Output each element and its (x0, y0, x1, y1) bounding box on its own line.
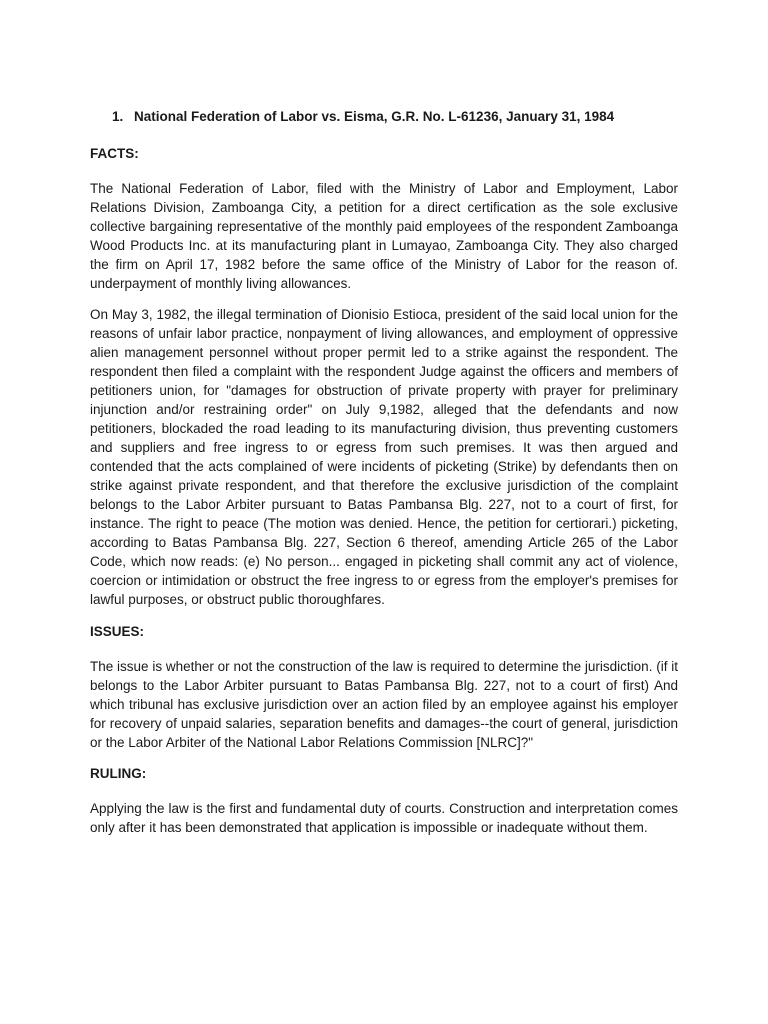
case-title (112, 107, 678, 126)
issues-heading: ISSUES: (90, 624, 145, 639)
facts-paragraph-1: The National Federation of Labor, filed with the Ministry of Labor and Employment, Labor Relations Division, Zamboanga City, a petition for a direct certification as the sole exclusive collective bargaining representative of the monthly paid employees of the respondent Zamboanga Wood Products Inc. at its manufacturing plant in Lumayao, Zamboanga City. They also charged the firm on April 17, 1982 before the same office of the Ministry of Labor for the reason of. underpayment of monthly living allowances. (90, 181, 678, 291)
ruling-paragraph-1: Applying the law is the first and fundamental duty of courts. Construction and interpretation comes only after it has been demonstrated that application is impossible or inadequate without them. (90, 801, 678, 835)
facts-heading: FACTS: (90, 146, 139, 161)
document-content (90, 107, 678, 837)
issues-paragraph-1: The issue is whether or not the construction of the law is required to determine the jurisdiction. (if it belongs to the Labor Arbiter pursuant to Batas Pambansa Blg. 227, not to a court of first) And which tribunal has exclusive jurisdiction over an action filed by an employee against his employer for recovery of unpaid salaries, separation benefits and damages--the court of general, jurisdiction or the Labor Arbiter of the National Labor Relations Commission [NLRC]?" (90, 659, 678, 750)
case-title-text: National Federation of Labor vs. Eisma, G.R. No. L-61236, January 31, 1984 (134, 109, 615, 124)
facts-paragraph-2: On May 3, 1982, the illegal termination of Dionisio Estioca, president of the said local union for the reasons of unfair labor practice, nonpayment of living allowances, and employment of oppressive alien management personnel without proper permit led to a strike against the respondent. The respondent then filed a complaint with the respondent Judge against the officers and members of petitioners union, for "damages for obstruction of private property with prayer for preliminary injunction and/or restraining order" on July 9,1982, alleged that the defendants and now petitioners, blockaded the road leading to its manufacturing division, thus preventing customers and suppliers and free ingress to or egress from such premises. It was then argued and contended that the acts complained of were incidents of picketing (Strike) by defendants then on strike against private respondent, and that therefore the exclusive jurisdiction of the complaint belongs to the Labor Arbiter pursuant to Batas Pambansa Blg. 227, not to a court of first, for instance. The right to peace (The motion was denied. Hence, the petition for certiorari.) picketing, according to Batas Pambansa Blg. 227, Section 6 thereof, amending Article 265 of the Labor Code, which now reads: (e) No person... engaged in picketing shall commit any act of violence, coercion or intimidation or obstruct the free ingress to or egress from the employer's premises for lawful purposes, or obstruct public thoroughfares. (90, 307, 678, 607)
case-number: 1. (112, 109, 124, 124)
ruling-heading: RULING: (90, 766, 147, 781)
